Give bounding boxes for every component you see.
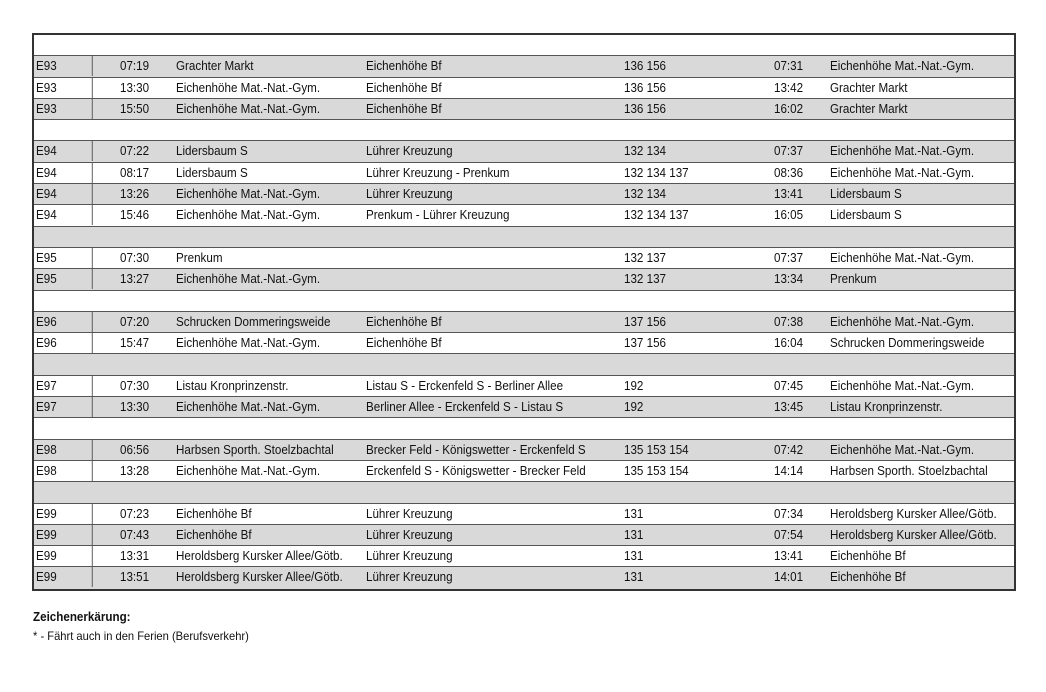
destination-stop: Grachter Markt — [830, 101, 908, 116]
table-row — [34, 525, 1014, 546]
line-number: E93 — [36, 99, 93, 119]
via-stops: Lührer Kreuzung — [366, 506, 453, 521]
destination-stop: Eichenhöhe Mat.-Nat.-Gym. — [830, 59, 975, 74]
connecting-lines: 132 134 — [624, 144, 667, 159]
line-number: E99 — [36, 525, 93, 545]
arrival-time: 16:04 — [774, 336, 804, 351]
line-number: E93 — [36, 56, 93, 76]
line-number: E99 — [36, 546, 93, 566]
connecting-lines: 137 156 — [624, 314, 667, 329]
line-number: E94 — [36, 205, 93, 225]
departure-time: 07:30 — [120, 378, 150, 393]
origin-stop: Eichenhöhe Mat.-Nat.-Gym. — [176, 187, 321, 202]
departure-time: 07:22 — [120, 144, 150, 159]
departure-time: 07:19 — [120, 59, 150, 74]
origin-stop: Eichenhöhe Mat.-Nat.-Gym. — [176, 101, 321, 116]
arrival-time: 07:38 — [774, 314, 804, 329]
arrival-time: 14:01 — [774, 570, 804, 585]
departure-time: 15:50 — [120, 101, 150, 116]
connecting-lines: 192 — [624, 378, 644, 393]
origin-stop: Lidersbaum S — [176, 165, 248, 180]
destination-stop: Eichenhöhe Bf — [830, 570, 906, 585]
destination-stop: Eichenhöhe Mat.-Nat.-Gym. — [830, 144, 975, 159]
connecting-lines: 192 — [624, 400, 644, 415]
line-number: E99 — [36, 504, 93, 524]
connecting-lines: 131 — [624, 506, 644, 521]
departure-time: 13:26 — [120, 187, 150, 202]
destination-stop: Lidersbaum S — [830, 208, 902, 223]
table-row — [34, 78, 1014, 99]
origin-stop: Lidersbaum S — [176, 144, 248, 159]
destination-stop: Eichenhöhe Mat.-Nat.-Gym. — [830, 250, 975, 265]
arrival-time: 07:34 — [774, 506, 804, 521]
via-stops: Lührer Kreuzung — [366, 527, 453, 542]
table-row — [34, 333, 1014, 354]
origin-stop: Listau Kronprinzenstr. — [176, 378, 289, 393]
origin-stop: Eichenhöhe Bf — [176, 506, 252, 521]
line-number: E94 — [36, 184, 93, 204]
table-row — [34, 312, 1014, 333]
origin-stop: Heroldsberg Kursker Allee/Götb. — [176, 549, 343, 564]
connecting-lines: 136 156 — [624, 80, 667, 95]
via-stops: Berliner Allee - Erckenfeld S - Listau S — [366, 400, 564, 415]
table-row — [34, 141, 1014, 162]
line-number: E96 — [36, 312, 93, 332]
origin-stop: Eichenhöhe Mat.-Nat.-Gym. — [176, 400, 321, 415]
legend-title: Zeichenerkärung: — [33, 610, 131, 624]
line-number: E97 — [36, 397, 93, 417]
departure-time: 13:31 — [120, 549, 150, 564]
table-row — [34, 376, 1014, 397]
separator-row — [34, 120, 1014, 141]
origin-stop: Grachter Markt — [176, 59, 254, 74]
line-number: E94 — [36, 141, 93, 161]
via-stops: Prenkum - Lührer Kreuzung — [366, 208, 510, 223]
origin-stop: Eichenhöhe Mat.-Nat.-Gym. — [176, 272, 321, 287]
origin-stop: Prenkum — [176, 250, 223, 265]
arrival-time: 13:41 — [774, 187, 804, 202]
departure-time: 08:17 — [120, 165, 150, 180]
arrival-time: 14:14 — [774, 463, 804, 478]
arrival-time: 07:54 — [774, 527, 804, 542]
separator-row — [34, 227, 1014, 248]
arrival-time: 07:31 — [774, 59, 804, 74]
table-row — [34, 567, 1014, 588]
arrival-time: 13:45 — [774, 400, 804, 415]
table-row — [34, 269, 1014, 290]
separator-row — [34, 354, 1014, 375]
destination-stop: Lidersbaum S — [830, 187, 902, 202]
departure-time: 07:30 — [120, 250, 150, 265]
via-stops: Lührer Kreuzung — [366, 187, 453, 202]
legend-note: * - Fährt auch in den Ferien (Berufsverkehr) — [33, 629, 249, 643]
arrival-time: 16:02 — [774, 101, 804, 116]
separator-row — [34, 291, 1014, 312]
connecting-lines: 135 153 154 — [624, 463, 689, 478]
line-number: E94 — [36, 163, 93, 183]
departure-time: 15:47 — [120, 336, 150, 351]
connecting-lines: 131 — [624, 527, 644, 542]
table-row — [34, 205, 1014, 226]
departure-time: 07:43 — [120, 527, 150, 542]
destination-stop: Heroldsberg Kursker Allee/Götb. — [830, 527, 997, 542]
via-stops: Eichenhöhe Bf — [366, 314, 442, 329]
via-stops: Brecker Feld - Königswetter - Erckenfeld S — [366, 442, 586, 457]
line-number: E95 — [36, 269, 93, 289]
connecting-lines: 132 137 — [624, 250, 667, 265]
destination-stop: Eichenhöhe Bf — [830, 549, 906, 564]
departure-time: 06:56 — [120, 442, 150, 457]
connecting-lines: 132 137 — [624, 272, 667, 287]
connecting-lines: 132 134 137 — [624, 208, 689, 223]
origin-stop: Eichenhöhe Mat.-Nat.-Gym. — [176, 336, 321, 351]
connecting-lines: 135 153 154 — [624, 442, 689, 457]
connecting-lines: 131 — [624, 549, 644, 564]
origin-stop: Eichenhöhe Mat.-Nat.-Gym. — [176, 208, 321, 223]
origin-stop: Eichenhöhe Bf — [176, 527, 252, 542]
via-stops: Lührer Kreuzung — [366, 549, 453, 564]
via-stops: Erckenfeld S - Königswetter - Brecker Feld — [366, 463, 586, 478]
table-row — [34, 248, 1014, 269]
destination-stop: Eichenhöhe Mat.-Nat.-Gym. — [830, 442, 975, 457]
line-number: E97 — [36, 376, 93, 396]
via-stops: Eichenhöhe Bf — [366, 59, 442, 74]
separator-row — [34, 418, 1014, 439]
destination-stop: Heroldsberg Kursker Allee/Götb. — [830, 506, 997, 521]
line-number: E93 — [36, 78, 93, 98]
destination-stop: Eichenhöhe Mat.-Nat.-Gym. — [830, 165, 975, 180]
line-number: E99 — [36, 567, 93, 587]
via-stops: Eichenhöhe Bf — [366, 80, 442, 95]
separator-row — [34, 482, 1014, 503]
via-stops: Listau S - Erckenfeld S - Berliner Allee — [366, 378, 564, 393]
table-row — [34, 504, 1014, 525]
destination-stop: Eichenhöhe Mat.-Nat.-Gym. — [830, 314, 975, 329]
table-row — [34, 440, 1014, 461]
via-stops: Eichenhöhe Bf — [366, 336, 442, 351]
origin-stop: Eichenhöhe Mat.-Nat.-Gym. — [176, 80, 321, 95]
destination-stop: Schrucken Dommeringsweide — [830, 336, 985, 351]
table-row — [34, 99, 1014, 120]
arrival-time: 07:37 — [774, 250, 804, 265]
departure-time: 13:27 — [120, 272, 150, 287]
line-number: E96 — [36, 333, 93, 353]
arrival-time: 16:05 — [774, 208, 804, 223]
table-row — [34, 184, 1014, 205]
table-row — [34, 397, 1014, 418]
destination-stop: Listau Kronprinzenstr. — [830, 400, 943, 415]
departure-time: 15:46 — [120, 208, 150, 223]
connecting-lines: 137 156 — [624, 336, 667, 351]
departure-time: 13:30 — [120, 400, 150, 415]
departure-time: 13:51 — [120, 570, 150, 585]
arrival-time: 07:45 — [774, 378, 804, 393]
connecting-lines: 131 — [624, 570, 644, 585]
destination-stop: Eichenhöhe Mat.-Nat.-Gym. — [830, 378, 975, 393]
line-number: E95 — [36, 248, 93, 268]
legend — [33, 610, 265, 643]
via-stops: Lührer Kreuzung — [366, 144, 453, 159]
arrival-time: 13:42 — [774, 80, 804, 95]
arrival-time: 08:36 — [774, 165, 804, 180]
line-number: E98 — [36, 461, 93, 481]
via-stops: Lührer Kreuzung — [366, 570, 453, 585]
arrival-time: 07:37 — [774, 144, 804, 159]
destination-stop: Prenkum — [830, 272, 877, 287]
arrival-time: 13:34 — [774, 272, 804, 287]
table-row — [34, 461, 1014, 482]
connecting-lines: 136 156 — [624, 59, 667, 74]
line-number: E98 — [36, 440, 93, 460]
destination-stop: Grachter Markt — [830, 80, 908, 95]
connecting-lines: 132 134 137 — [624, 165, 689, 180]
departure-time: 07:20 — [120, 314, 150, 329]
connecting-lines: 136 156 — [624, 101, 667, 116]
origin-stop: Schrucken Dommeringsweide — [176, 314, 331, 329]
table-row — [34, 56, 1014, 77]
departure-time: 13:30 — [120, 80, 150, 95]
via-stops: Eichenhöhe Bf — [366, 101, 442, 116]
connecting-lines: 132 134 — [624, 187, 667, 202]
origin-stop: Harbsen Sporth. Stoelzbachtal — [176, 442, 334, 457]
table-row — [34, 163, 1014, 184]
arrival-time: 07:42 — [774, 442, 804, 457]
table-row — [34, 546, 1014, 567]
departure-time: 13:28 — [120, 463, 150, 478]
timetable — [32, 33, 1016, 591]
separator-row — [34, 35, 1014, 56]
origin-stop: Heroldsberg Kursker Allee/Götb. — [176, 570, 343, 585]
destination-stop: Harbsen Sporth. Stoelzbachtal — [830, 463, 988, 478]
departure-time: 07:23 — [120, 506, 150, 521]
via-stops: Lührer Kreuzung - Prenkum — [366, 165, 510, 180]
arrival-time: 13:41 — [774, 549, 804, 564]
origin-stop: Eichenhöhe Mat.-Nat.-Gym. — [176, 463, 321, 478]
